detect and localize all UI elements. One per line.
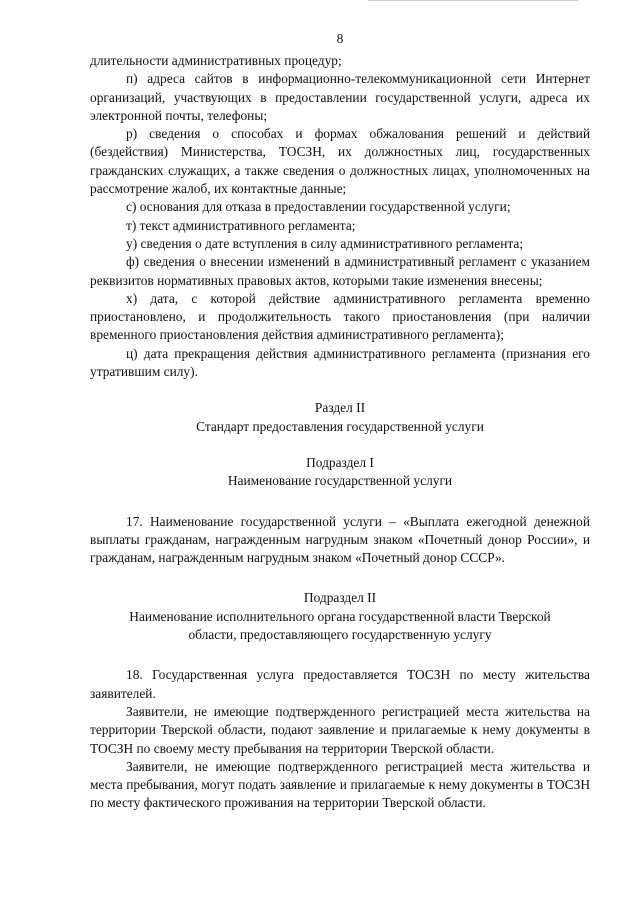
paragraph-item-u: у) сведения о дате вступления в силу административного регламента; <box>126 235 524 251</box>
paragraph-item-t: т) текст административного регламента; <box>126 217 356 233</box>
paragraph-item-kh: х) дата, с которой действие административного регламента временно приостановлено, и продолжительность такого приостановления (при наличии временного приостановления действия административного регламента); <box>90 290 590 343</box>
section-title: Стандарт предоставления государственной услуги <box>196 418 484 434</box>
subsection-2-title-line-1: Наименование исполнительного органа государственной власти Тверской <box>129 608 551 624</box>
paragraph-17: 17. Наименование государственной услуги – «Выплата ежегодной денежной выплаты гражданам, награжденным нагрудным знаком «Почетный донор России», и гражданам, награжденным нагрудным знаком «Почетный донор СССР». <box>90 513 590 566</box>
page-number: 8 <box>336 31 344 46</box>
subsection-1-label: Подраздел I <box>306 454 374 470</box>
paragraph-item-s: с) основания для отказа в предоставлении государственной услуги; <box>126 199 511 215</box>
scan-top-edge-line <box>368 0 578 2</box>
paragraph-continuation: длительности административных процедур; <box>90 53 342 68</box>
subsection-2-label: Подраздел II <box>303 590 377 606</box>
paragraph-item-r: р) сведения о способах и формах обжалования решений и действий (бездействия) Министерства, ТОСЗН, их должностных лиц, государственных гражданских служащих, а также сведения о должностных лицах, уполномоченных на рассмотрение жалоб, их контактные данные; <box>90 126 590 197</box>
subsection-1-title: Наименование государственной услуги <box>227 473 453 489</box>
paragraph-applicants-stay: Заявители, не имеющие подтвержденного регистрацией места жительства на территории Тверской области, подают заявление и прилагаемые к нему документы в ТОСЗН по своему месту пребывания на территории Тверской области. <box>90 703 590 756</box>
document-page <box>90 30 590 813</box>
paragraph-item-ts: ц) дата прекращения действия административного регламента (признания его утратившим силу). <box>90 345 590 380</box>
paragraph-18: 18. Государственная услуга предоставляется ТОСЗН по месту жительства заявителей. <box>90 667 590 701</box>
paragraph-applicants-residence: Заявители, не имеющие подтвержденного регистрацией места жительства и места пребывания, могут подать заявление и прилагаемые к нему документы в ТОСЗН по месту фактического проживания на территории Тверской области. <box>90 758 590 811</box>
paragraph-item-f: ф) сведения о внесении изменений в административный регламент с указанием реквизитов нормативных правовых актов, которыми такие изменения внесены; <box>90 254 590 288</box>
paragraph-item-p: п) адреса сайтов в информационно-телекоммуникационной сети Интернет организаций, участвующих в предоставлении государственной услуги, адреса их электронной почты, телефоны; <box>90 71 590 123</box>
section-label: Раздел II <box>314 400 366 416</box>
subsection-2-title-line-2: области, предоставляющего государственную услугу <box>188 627 492 643</box>
